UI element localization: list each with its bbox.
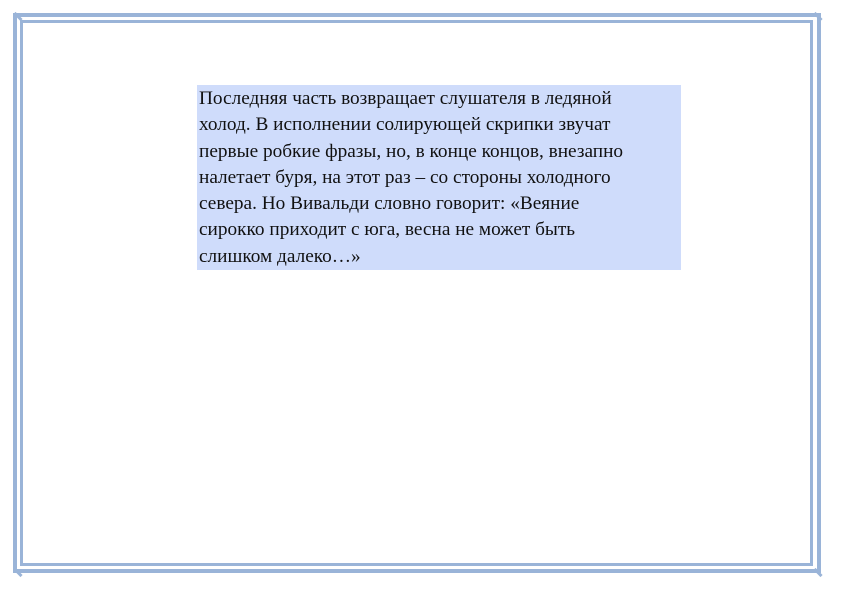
paragraph-line: слишком далеко…»: [199, 245, 361, 267]
highlighted-paragraph[interactable]: [197, 85, 681, 270]
paragraph-line: севера. Но Вивальди словно говорит: «Веяние: [199, 193, 580, 215]
paragraph-line: Последняя часть возвращает слушателя в ледяной: [199, 88, 612, 109]
paragraph-line: первые робкие фразы, но, в конце концов, внезапно: [199, 140, 624, 162]
paragraph-line: сирокко приходит с юга, весна не может быть: [199, 219, 576, 241]
paragraph-line: холод. В исполнении солирующей скрипки звучат: [199, 114, 611, 136]
paragraph-line: налетает буря, на этот раз – со стороны холодного: [199, 166, 611, 188]
